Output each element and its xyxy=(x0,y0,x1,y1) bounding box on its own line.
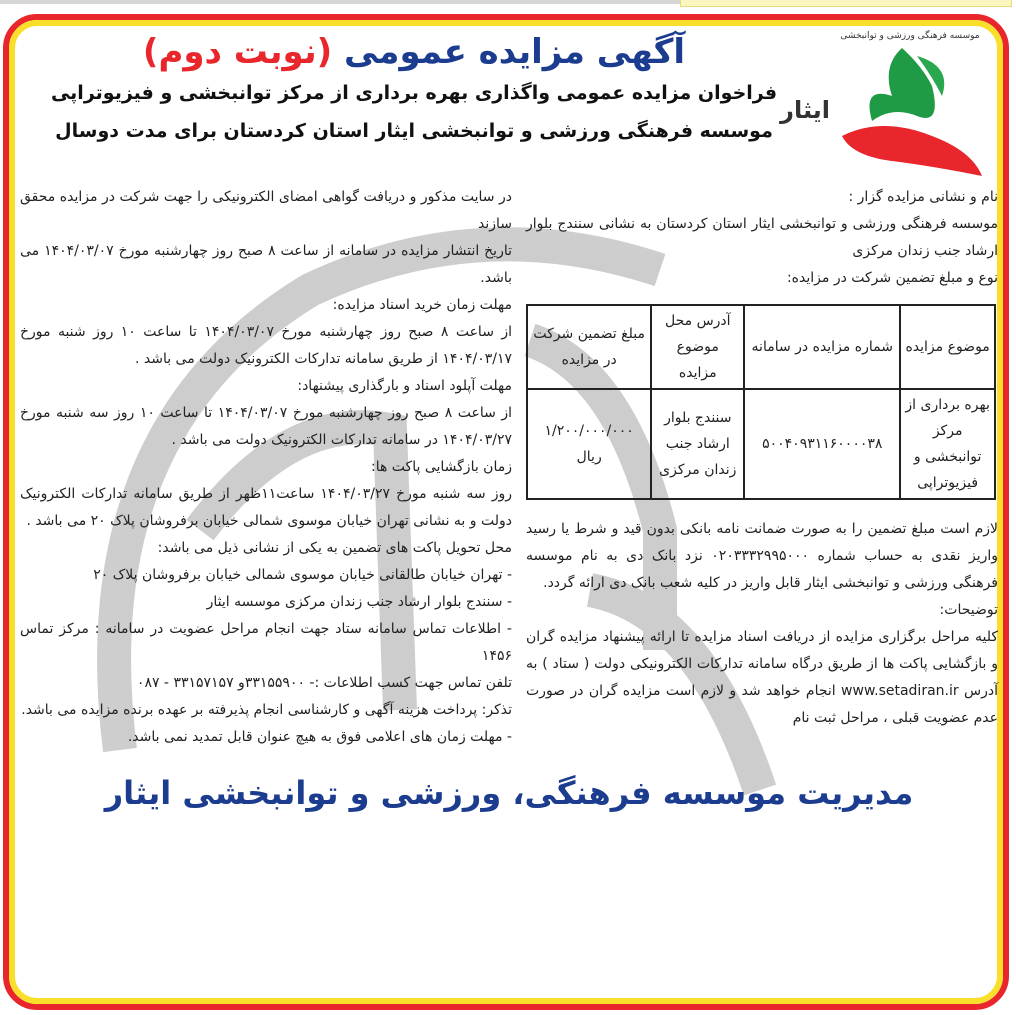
footer-signature: مدیریت موسسه فرهنگی، ورزشی و توانبخشی ایثار xyxy=(104,774,914,812)
organizer-info xyxy=(526,184,998,292)
notes-paragraph: کلیه مراحل برگزاری مزایده از دریافت اسناد مزایده تا ارائه پیشنهاد مزایده گران و بازگشایی پاکت ها از طریق درگاه سامانه تدارکات الکترونیکی دولت ( ستاد ) به آدرس www.setadiran.ir انجام خواهد شد و لازم است مزایده گران در صورت عدم عضویت قبلی ، مراحل ثبت نام xyxy=(526,629,998,726)
table-header-row xyxy=(527,305,995,389)
publish-date: تاریخ انتشار مزایده در سامانه از ساعت ۸ صبح روز چهارشنبه مورخ ۱۴۰۴/۰۳/۰۷ می باشد. xyxy=(20,243,512,286)
schedule-details xyxy=(20,184,512,751)
logo-arc-text: موسسه فرهنگی ورزشی و توانبخشی xyxy=(840,31,980,41)
payment-paragraph: لازم است مبلغ تضمین را به صورت ضمانت نامه بانکی بدون قید و شرط یا رسید واریز نقدی به حساب شماره ۰۲۰۳۳۳۲۹۹۵۰۰۰ نزد بانک دی به نام موسسه فرهنگی ورزشی و توانبخشی ایثار قابل واریز در کلیه شعب بانک دی ارائه گردد. xyxy=(526,521,998,591)
subtitle-1: فراخوان مزایده عمومی واگذاری بهره برداری از مرکز توانبخشی و فیزیوتراپی xyxy=(50,82,778,104)
header-number: شماره مزایده در سامانه xyxy=(744,305,900,389)
opening-label: زمان بازگشایی پاکت ها: xyxy=(370,459,512,475)
delivery-address-tehran: - تهران خیابان طالقانی خیابان موسوی شمالی خیابان برفروشان پلاک ۲۰ xyxy=(93,567,512,583)
isar-logo xyxy=(780,26,998,178)
signature-paragraph: در سایت مذکور و دریافت گواهی امضای الکترونیکی را جهت شرکت در مزایده محقق سازند xyxy=(20,189,512,232)
upload-deadline-label: مهلت آپلود اسناد و بارگذاری پیشنهاد: xyxy=(297,378,512,394)
delivery-label: محل تحویل پاکت های تضمین به یکی از نشانی ذیل می باشد: xyxy=(157,540,512,556)
header-address: آدرس محل موضوع مزایده xyxy=(651,305,744,389)
cell-guarantee: ۱/۲۰۰/۰۰۰/۰۰۰ ریال xyxy=(527,389,651,499)
purchase-deadline-label: مهلت زمان خرید اسناد مزایده: xyxy=(332,297,512,313)
title-main: آگهی مزایده عمومی xyxy=(344,32,686,72)
logo-text: ایثار xyxy=(780,96,830,124)
table-row xyxy=(527,389,995,499)
purchase-deadline: از ساعت ۸ صبح روز چهارشنبه مورخ ۱۴۰۴/۰۳/۰۷ تا ساعت ۱۰ روز شنبه مورخ ۱۴۰۴/۰۳/۱۷ از طریق سامانه تدارکات الکترونیک دولت می باشد . xyxy=(20,324,513,367)
upload-deadline: از ساعت ۸ صبح روز چهارشنبه مورخ ۱۴۰۴/۰۳/۰۷ تا ساعت ۱۰ روز سه شنبه مورخ ۱۴۰۴/۰۳/۲۷ در سامانه تدارکات الکترونیک دولت می باشد . xyxy=(20,405,513,448)
organizer-label: نام و نشانی مزایده گزار : xyxy=(848,189,998,205)
header-guarantee: مبلغ تضمین شرکت در مزایده xyxy=(527,305,651,389)
right-column xyxy=(526,184,998,751)
cell-subject: بهره برداری از مرکز توانبخشی و فیزیوتراپی xyxy=(900,389,995,499)
notes-heading: توضیحات: xyxy=(939,602,998,618)
ad-header xyxy=(20,30,998,180)
no-extension-note: - مهلت زمان های اعلامی فوق به هیچ عنوان قابل تمدید نمی باشد. xyxy=(127,729,512,745)
payment-and-notes xyxy=(526,516,998,732)
subtitle-2: موسسه فرهنگی ورزشی و توانبخشی ایثار استان کردستان برای مدت دوسال xyxy=(55,120,773,142)
title-highlight: (نوبت دوم) xyxy=(142,32,333,72)
setad-contact: - اطلاعات تماس سامانه ستاد جهت انجام مراحل عضویت در سامانه : مرکز تماس ۱۴۵۶ xyxy=(20,621,512,664)
cell-number: ۵۰۰۴۰۹۳۱۱۶۰۰۰۰۳۸ xyxy=(744,389,900,499)
delivery-address-sanandaj: - سنندج بلوار ارشاد جنب زندان مرکزی موسسه ایثار xyxy=(206,594,512,610)
cost-note: تذکر: پرداخت هزینه آگهی و کارشناسی انجام پذیرفته بر عهده برنده مزایده می باشد. xyxy=(21,702,512,718)
ad-title xyxy=(20,30,808,74)
cell-address: سنندج بلوار ارشاد جنب زندان مرکزی xyxy=(651,389,744,499)
phone-contact: تلفن تماس جهت کسب اطلاعات :- ۳۳۱۵۵۹۰۰و ۳۳۱۵۷۱۵۷ - ۰۸۷ xyxy=(136,675,512,691)
body-columns xyxy=(20,184,998,751)
organizer-address: موسسه فرهنگی ورزشی و توانبخشی ایثار استان کردستان به نشانی سنندج بلوار ارشاد جنب زندان مرکزی xyxy=(526,216,998,259)
opening-details: روز سه شنبه مورخ ۱۴۰۴/۰۳/۲۷ ساعت۱۱ظهر از طریق سامانه تدارکات الکترونیک دولت و به نشانی تهران خیابان موسوی شمالی خیابان برفروشان پلاک ۲۰ می باشد . xyxy=(20,486,513,529)
guarantee-label: نوع و مبلغ تضمین شرکت در مزایده: xyxy=(786,270,998,286)
auction-table xyxy=(526,304,996,500)
header-subject: موضوع مزایده xyxy=(900,305,995,389)
